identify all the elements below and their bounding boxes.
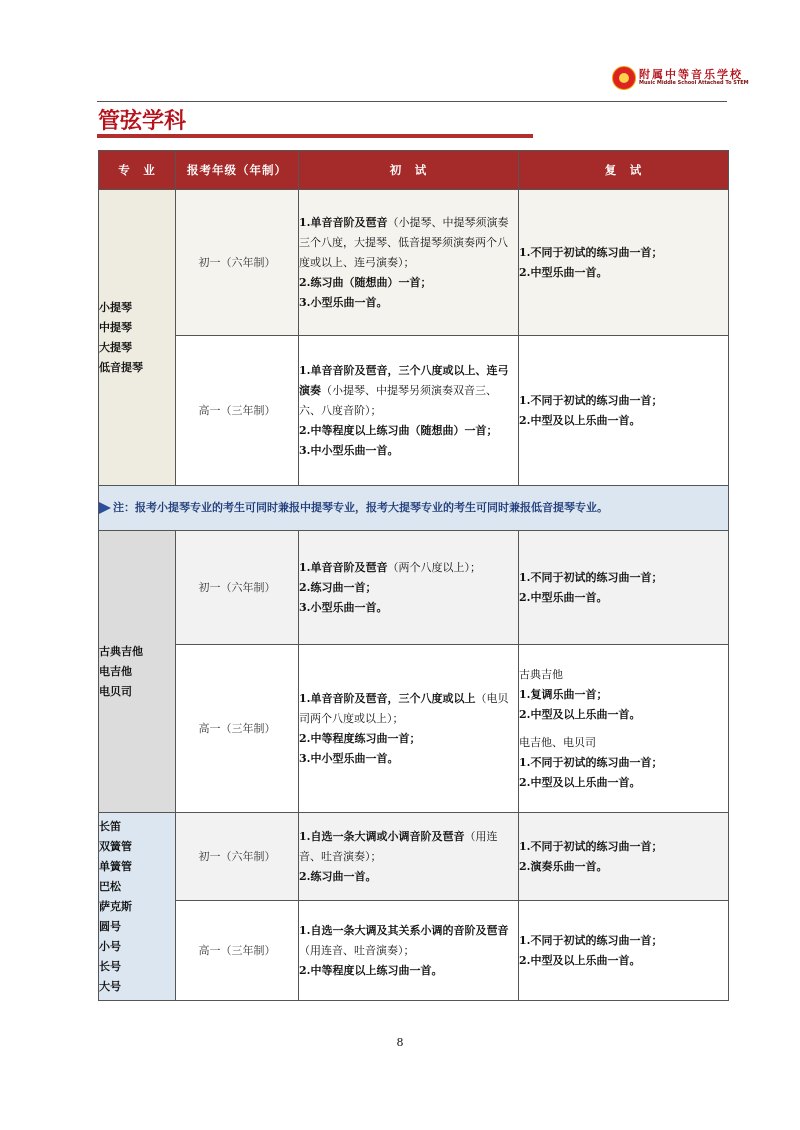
preliminary-cell: 1.单音音阶及琶音（小提琴、中提琴须演奏三个八度，大提琴、低音提琴须演奏两个八度或以上、连弓演奏）； 2.练习曲（随想曲）一首； 3.小型乐曲一首。 (299, 190, 519, 336)
grade-cell: 初一（六年制） (176, 531, 299, 645)
retest-cell: 古典吉他 1.复调乐曲一首； 2.中型及以上乐曲一首。 电吉他、电贝司 1.不同于初试的练习曲一首； 2.中型及以上乐曲一首。 (519, 645, 729, 813)
preliminary-cell: 1.单音音阶及琶音（两个八度以上）； 2.练习曲一首； 3.小型乐曲一首。 (299, 531, 519, 645)
major-name: 巴松 (99, 879, 121, 893)
major-name: 大提琴 (99, 340, 132, 354)
major-name: 单簧管 (99, 859, 132, 873)
major-cell-guitar (99, 531, 176, 813)
title-underline (97, 134, 533, 138)
retest-subtitle: 古典吉他 (519, 667, 563, 681)
retest-cell: 1.不同于初试的练习曲一首； 2.中型乐曲一首。 (519, 190, 729, 336)
grade-cell: 高一（三年制） (176, 645, 299, 813)
header-preliminary: 初 试 (299, 151, 519, 190)
retest-cell: 1.不同于初试的练习曲一首； 2.中型乐曲一首。 (519, 531, 729, 645)
major-name: 圆号 (99, 919, 121, 933)
arrow-icon (99, 502, 111, 514)
grade-cell: 初一（六年制） (176, 190, 299, 336)
header-retest: 复 试 (519, 151, 729, 190)
table-row (99, 813, 729, 901)
table-row (99, 645, 729, 813)
major-name: 长笛 (99, 819, 121, 833)
header-grade: 报考年级（年制） (176, 151, 299, 190)
major-cell-winds (99, 813, 176, 1001)
major-name: 中提琴 (99, 320, 132, 334)
note-row (99, 486, 729, 531)
section-title: 管弦学科 (98, 109, 187, 134)
grade-cell: 高一（三年制） (176, 336, 299, 486)
major-name: 电吉他 (99, 664, 132, 678)
major-name: 低音提琴 (99, 360, 143, 374)
logo-english-name: Music Middle School Attached To STEM (639, 80, 749, 86)
major-name: 小号 (99, 939, 121, 953)
major-name: 长号 (99, 959, 121, 973)
major-cell-strings (99, 190, 176, 486)
preliminary-cell: 1.自选一条大调及其关系小调的音阶及琶音（用连音、吐音演奏）； 2.中等程度以上练习曲一首。 (299, 901, 519, 1001)
retest-subtitle: 电吉他、电贝司 (519, 735, 596, 749)
preliminary-cell: 1.自选一条大调或小调音阶及琶音（用连音、吐音演奏）； 2.练习曲一首。 (299, 813, 519, 901)
retest-cell: 1.不同于初试的练习曲一首； 2.演奏乐曲一首。 (519, 813, 729, 901)
table-header-row (99, 151, 729, 190)
table-row (99, 901, 729, 1001)
grade-cell: 高一（三年制） (176, 901, 299, 1001)
major-name: 古典吉他 (99, 644, 143, 658)
note-text: 注：报考小提琴专业的考生可同时兼报中提琴专业，报考大提琴专业的考生可同时兼报低音提琴专业。 (113, 501, 608, 514)
major-name: 萨克斯 (99, 899, 132, 913)
table-row (99, 531, 729, 645)
retest-cell: 1.不同于初试的练习曲一首； 2.中型及以上乐曲一首。 (519, 336, 729, 486)
table-row (99, 190, 729, 336)
page-number: 8 (396, 1036, 404, 1049)
preliminary-cell: 1.单音音阶及琶音，三个八度或以上（电贝司两个八度或以上）； 2.中等程度练习曲一首； 3.中小型乐曲一首。 (299, 645, 519, 813)
school-logo (612, 66, 762, 90)
note-cell (99, 486, 729, 531)
exam-requirements-table (98, 150, 729, 1001)
header-major: 专 业 (99, 151, 176, 190)
preliminary-cell: 1.单音音阶及琶音，三个八度或以上、连弓演奏（小提琴、中提琴另须演奏双音三、六、八度音阶）； 2.中等程度以上练习曲（随想曲）一首； 3.中小型乐曲一首。 (299, 336, 519, 486)
header-divider (97, 101, 727, 102)
school-emblem-icon (612, 66, 636, 90)
major-name: 小提琴 (99, 300, 132, 314)
logo-chinese-name: 附属中等音乐学校 (639, 68, 743, 81)
major-name: 双簧管 (99, 839, 132, 853)
retest-cell: 1.不同于初试的练习曲一首； 2.中型及以上乐曲一首。 (519, 901, 729, 1001)
table-row (99, 336, 729, 486)
major-name: 大号 (99, 979, 121, 993)
grade-cell: 初一（六年制） (176, 813, 299, 901)
major-name: 电贝司 (99, 684, 132, 698)
